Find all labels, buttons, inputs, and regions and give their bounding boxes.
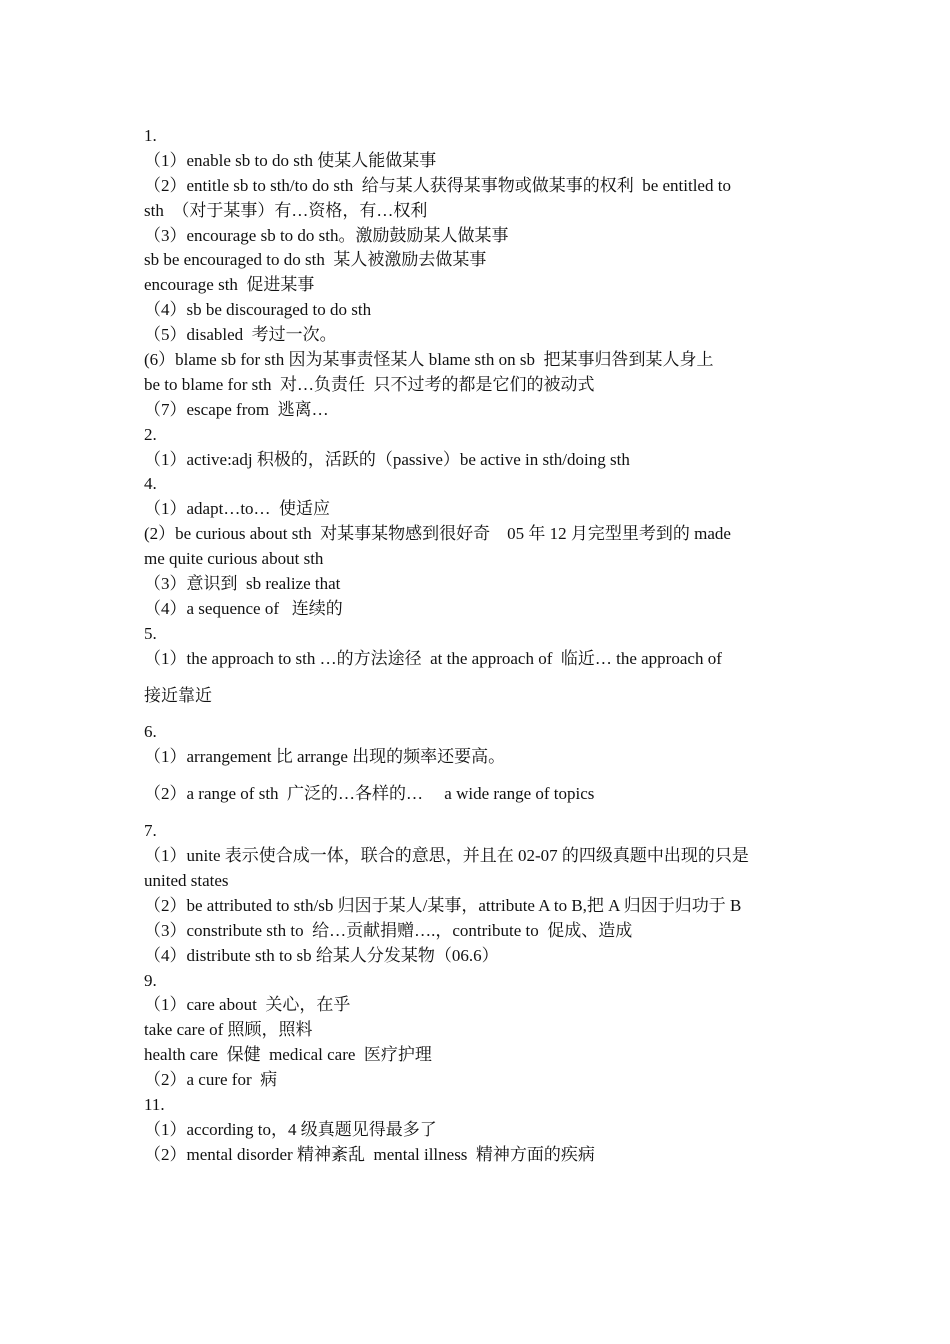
text-line: sth （对于某事）有…资格，有…权利 [144,200,428,220]
text-line: （1）active:adj 积极的，活跃的（passive）be active in sth/doing sth [144,449,630,469]
text-line: （1）adapt…to… 使适应 [144,499,331,519]
text-line: (2）be curious about sth 对某事某物感到很好奇 05 年 12 月完型里考到的 made [144,524,731,544]
text-line: （2）a range of sth 广泛的…各样的… a wide range of topics [144,784,595,804]
text-line: 9. [144,970,157,990]
text-line: 1. [144,126,157,145]
text-line: 6. [144,722,157,742]
text-line: united states [144,870,229,890]
text-line: health care 保健 medical care 医疗护理 [144,1045,432,1065]
text-line: 7. [144,821,157,841]
text-line: take care of 照顾，照料 [144,1020,313,1040]
text-line: （3）constribute sth to 给…贡献捐赠….，contribute to 促成、造成 [144,920,633,940]
text-line: （2）entitle sb to sth/to do sth 给与某人获得某事物或做某事的权利 be entitled to [144,175,731,195]
text-line: 接近靠近 [144,685,212,705]
text-line: （2）mental disorder 精神紊乱 mental illness 精神方面的疾病 [144,1144,595,1164]
text-line: （4）a sequence of 连续的 [144,598,343,618]
text-line: （1）according to，4 级真题见得最多了 [144,1119,437,1139]
text-line: be to blame for sth 对…负责任 只不过考的都是它们的被动式 [144,374,595,394]
text-line: 11. [144,1094,165,1114]
text-line: encourage sth 促进某事 [144,275,315,295]
text-line: (6）blame sb for sth 因为某事责怪某人 blame sth on sb 把某事归咎到某人身上 [144,350,714,370]
text-line: （2）be attributed to sth/sb 归因于某人/某事，attribute A to B,把 A 归因于归功于 B [144,895,742,915]
text-line: （4）sb be discouraged to do sth [144,300,372,320]
text-line: 4. [144,474,157,494]
text-line: （1）care about 关心，在乎 [144,995,351,1015]
text-line: （1）arrangement 比 arrange 出现的频率还要高。 [144,747,506,767]
document-page [144,124,816,1168]
text-line: （1）unite 表示使合成一体，联合的意思，并且在 02-07 的四级真题中出现的只是 [144,846,749,866]
text-line: （1）enable sb to do sth 使某人能做某事 [144,150,437,170]
text-line: （2）a cure for 病 [144,1070,278,1090]
text-line: （1）the approach to sth …的方法途径 at the approach of 临近… the approach of [144,648,722,668]
text-line: sb be encouraged to do sth 某人被激励去做某事 [144,250,487,270]
text-line: （7）escape from 逃离… [144,399,329,419]
text-line: 2. [144,424,157,444]
text-line: （4）distribute sth to sb 给某人分发某物（06.6） [144,945,499,965]
text-line: 5. [144,623,157,643]
text-line: （5）disabled 考过一次。 [144,325,337,345]
text-line: （3）意识到 sb realize that [144,574,341,594]
text-line: （3）encourage sb to do sth。激励鼓励某人做某事 [144,225,509,245]
text-line: me quite curious about sth [144,549,324,569]
